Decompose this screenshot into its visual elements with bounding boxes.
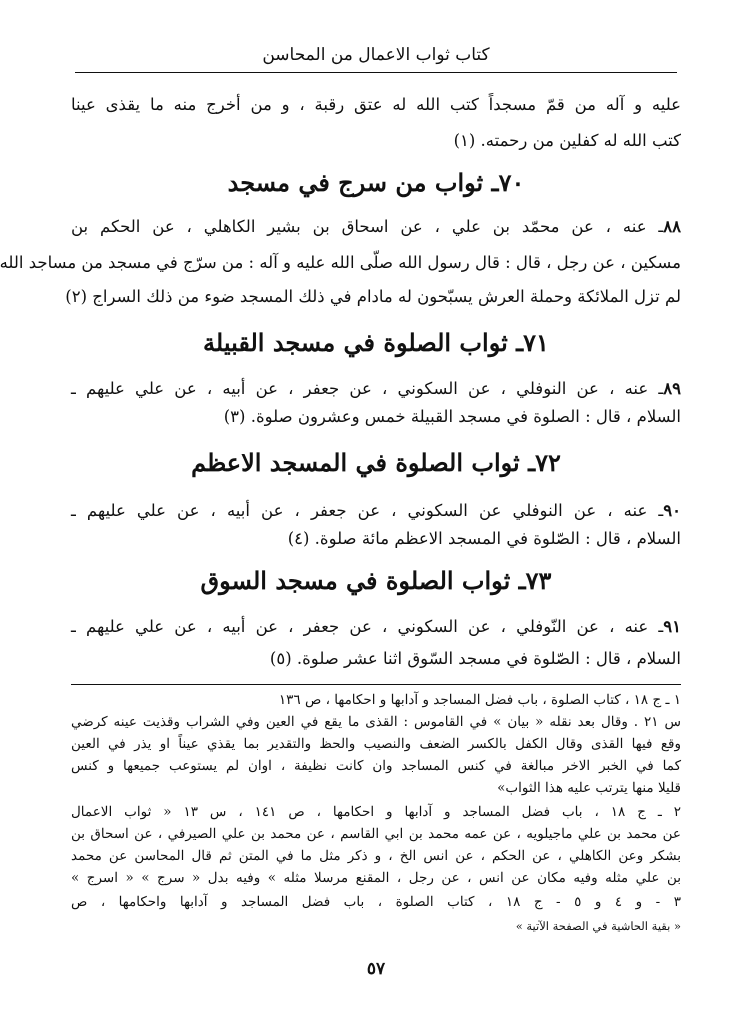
hadith-number-89: ٨٩ [663,379,681,398]
page-number: ٥٧ [366,959,386,979]
hadith-90-text-1: ـ عنه ، عن النوفلي عن السكوني ، عن جعفر ، عن أبيه ، عن علي عليهم ـ [71,501,664,520]
footnote-line-10: ٣ - و ٤ و ٥ - ج ١٨ ، كتاب الصلوة ، باب فضل المساجد و آدابها واحكامها ، ص [71,894,681,910]
footnote-rule [71,684,681,685]
hadith-number-90: ٩٠ [663,501,681,520]
hadith-88-line-2: مسكين ، عن رجل ، قال : قال رسول الله صلّى الله عليه و آله : من سرّج في مسجد من مساجد الله [0,253,681,272]
footnote-line-4: كما في الخبر الاخر مبالغة في كنس المساجد وان كانت نظيفة ، اوان لم يستوعب جميعها و كنس [71,758,681,774]
hadith-90-line-1 [71,498,681,526]
body-line-1: عليه و آله من قمّ مسجداً كتب الله له عتق رقبة ، و من أخرج منه ما يقذى عينا [71,95,681,114]
hadith-89-line-2: السلام ، قال : الصلوة في مسجد القبيلة خمس وعشرون صلوة. (٣) [223,407,681,426]
hadith-number-91: ٩١ [663,617,681,636]
section-heading-72: ٧٢ـ ثواب الصلوة في المسجد الاعظم [191,448,561,477]
section-heading-70: ٧٠ـ ثواب من سرج في مسجد [227,168,525,197]
hadith-91-line-1 [71,614,681,642]
hadith-89-text-1: ـ عنه ، عن النوفلي ، عن السكوني ، عن جعفر ، عن أبيه ، عن علي عليهم ـ [71,379,664,398]
footnote-line-1: ١ ـ ج ١٨ ، كتاب الصلوة ، باب فضل المساجد و آدابها و احكامها ، ص ١٣٦ [278,692,681,708]
running-header: كتاب ثواب الاعمال من المحاسن [262,45,490,65]
hadith-88-line-3: لم تزل الملائكة وحملة العرش يسبّحون له مادام في ذلك المسجد ضوء من ذلك السراج (٢) [65,287,681,306]
header-rule [75,72,677,73]
hadith-90-line-2: السلام ، قال : الصّلوة في المسجد الاعظم مائة صلوة. (٤) [287,529,681,548]
hadith-89-line-1 [71,376,681,404]
section-heading-73: ٧٣ـ ثواب الصلوة في مسجد السوق [200,566,552,595]
footnote-line-7: عن محمد بن علي ماجيلويه ، عن عمه محمد بن ابي القاسم ، عن محمد بن علي الصيرفي ، عن اسحاق بن [71,826,681,842]
footnote-line-6: ٢ ـ ج ١٨ ، باب فضل المساجد و آدابها و احكامها ، ص ١٤١ ، س ١٣ « ثواب الاعمال [71,804,682,820]
hadith-91-text-1: ـ عنه ، عن النّوفلي ، عن السكوني ، عن جعفر ، عن أبيه ، عن علي عليهم ـ [71,617,664,636]
footnote-line-8: بشكر وعن الكاهلي ، عن الحكم ، عن انس الخ ، و ذكر مثل ما في المتن ثم قال المحاسن عن محمد [71,848,681,864]
footnote-line-3: وقع فيها القذى وقال الكفل بالكسر الضعف والنصيب والحظ والتقدير بما يقذي عيناً او يذر في العين [71,736,681,752]
hadith-88-line-1 [71,214,681,242]
hadith-91-line-2: السلام ، قال : الصّلوة في مسجد السّوق اثنا عشر صلوة. (٥) [269,649,681,668]
footnote-line-2: س ٢١ . وقال بعد نقله « بيان » في القاموس : القذى ما يقع في العين وفي الشراب وقذيت عينه كرضي [71,714,681,730]
footnote-line-5: قليلا منها يترتب عليه هذا الثواب» [497,780,681,796]
body-line-2: كتب الله له كفلين من رحمته. (١) [453,131,681,150]
footnote-line-9: بن علي مثله وفيه مكان عن انس ، عن رجل ، المقنع مرسلا مثله » وفيه بدل « سرج » « اسرج » [71,870,681,886]
section-heading-71: ٧١ـ ثواب الصلوة في مسجد القبيلة [203,328,549,357]
hadith-number-88: ٨٨ [663,217,681,236]
footnote-continuation-note: « بقية الحاشية في الصفحة الآتية » [515,919,681,933]
hadith-88-text-1: ـ عنه ، عن محمّد بن علي ، عن اسحاق بن بشير الكاهلي ، عن الحكم بن [71,217,664,236]
